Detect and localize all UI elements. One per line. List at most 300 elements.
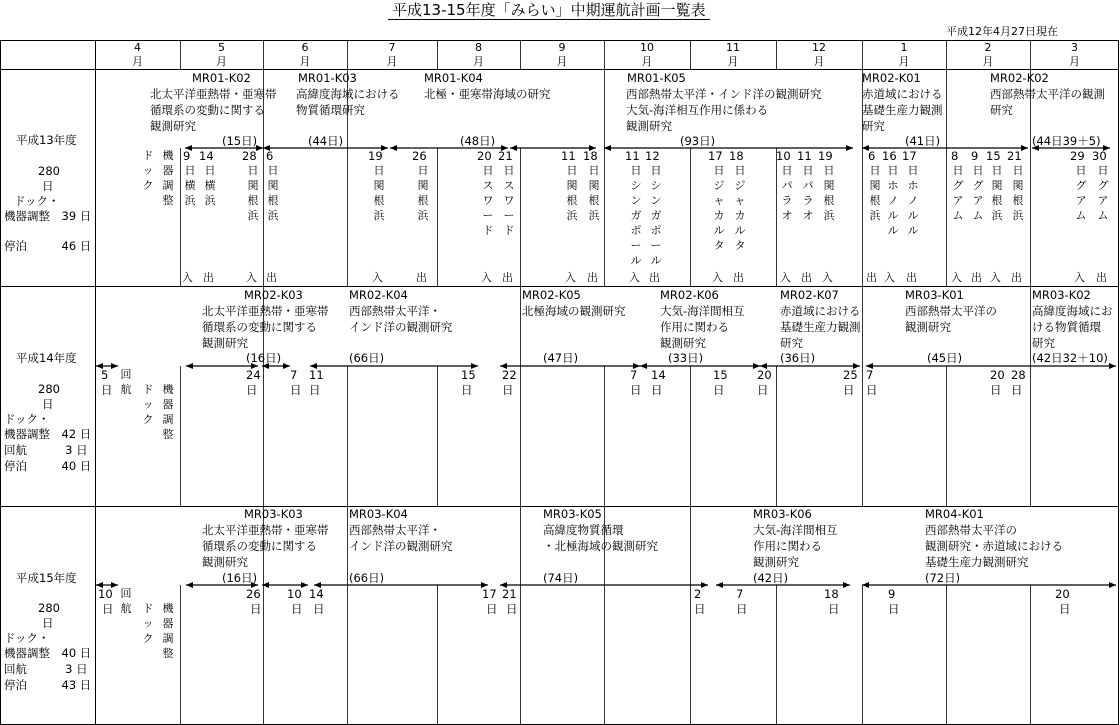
dock-days: 機器調整 40 日 — [4, 646, 92, 660]
port-date: 10 — [776, 149, 791, 163]
port-date: 12 — [645, 149, 660, 163]
dock-vertical: ドック — [142, 602, 154, 645]
in-port-mark: 入 — [884, 271, 895, 284]
cruise-desc: 西部熱帯太平洋の — [925, 523, 1017, 537]
port-date-unit: 日 — [990, 383, 1002, 397]
cruise-duration: (93日) — [680, 134, 716, 148]
out-port-mark: 出 — [1096, 271, 1107, 284]
cruise-duration: (33日) — [668, 351, 704, 365]
port-date-unit: 日 — [972, 164, 984, 177]
month-unit: 月 — [813, 55, 825, 68]
port-name: 関根浜 — [869, 179, 881, 222]
port-date-unit: 日 — [417, 164, 429, 177]
cruise-id: MR01-K02 — [192, 71, 251, 85]
month-unit: 月 — [556, 55, 568, 68]
month-header-cell — [520, 41, 604, 69]
port-name: 関根浜 — [566, 179, 578, 222]
port-date: 5 — [101, 368, 109, 382]
port-date: 28 — [1011, 368, 1026, 382]
total-days: 280 — [38, 601, 60, 615]
port-date-unit: 日 — [734, 164, 746, 177]
port-name: スワード — [503, 179, 515, 237]
port-date-unit: 日 — [887, 164, 899, 177]
in-port-mark: 入 — [780, 271, 791, 284]
out-port-mark: 出 — [416, 271, 427, 284]
port-name: 関根浜 — [823, 179, 835, 222]
year-label: 平成15年度 — [16, 571, 77, 585]
cruise-id: MR01-K03 — [298, 71, 357, 85]
cruise-desc: 物質循環研究 — [296, 103, 365, 117]
cruise-id: MR01-K04 — [424, 71, 483, 85]
month-unit: 月 — [473, 55, 484, 68]
month-number: 7 — [388, 41, 396, 54]
stay-days: 停泊 40 日 — [4, 459, 92, 473]
cruise-id: MR02-K03 — [244, 288, 303, 302]
port-date: 6 — [868, 149, 876, 163]
port-name: グアム — [952, 179, 964, 222]
port-date: 11 — [561, 149, 576, 163]
out-port-mark: 出 — [587, 271, 598, 284]
cruise-id: MR04-K01 — [925, 507, 984, 521]
cruise-desc: 赤道域における — [780, 304, 861, 318]
port-name: シンガポール — [650, 179, 662, 267]
port-name: 関根浜 — [417, 179, 429, 222]
cruise-duration: (15日) — [222, 134, 258, 148]
port-date-unit: 日 — [1012, 164, 1024, 177]
cruise-duration: (45日) — [927, 351, 963, 365]
port-date: 9 — [183, 149, 191, 163]
out-port-mark: 出 — [906, 271, 917, 284]
stay-days: 停泊 46 日 — [4, 239, 92, 253]
month-header-cell — [180, 41, 263, 69]
cruise-desc: 大気-海洋相互作用に係わる — [626, 103, 769, 117]
port-date-unit: 日 — [888, 602, 900, 616]
port-date-unit: 日 — [204, 164, 216, 177]
dock-label: ドック・ — [4, 412, 50, 426]
port-name: 関根浜 — [588, 179, 600, 222]
out-port-mark: 出 — [203, 271, 214, 284]
month-number: 4 — [134, 41, 141, 54]
cruise-desc: 循環系の変動に関する — [150, 103, 265, 117]
month-header-cell — [263, 41, 347, 69]
month-number: 10 — [640, 41, 654, 54]
port-date-unit: 日 — [291, 602, 303, 616]
cruise-desc: 基礎生産力観測研究 — [925, 555, 1029, 569]
port-date: 30 — [1092, 149, 1107, 163]
port-date-unit: 日 — [781, 164, 793, 177]
port-date-unit: 日 — [588, 164, 600, 177]
port-name: 横浜 — [184, 179, 196, 207]
month-number: 3 — [1071, 41, 1078, 54]
year-label: 平成14年度 — [16, 351, 77, 365]
dock-label: ドック・ — [4, 631, 50, 645]
cruise-id: MR03-K01 — [905, 288, 964, 302]
dock-vertical: ドック — [142, 383, 154, 426]
total-days-unit: 日 — [42, 616, 54, 630]
port-date: 11 — [797, 149, 812, 163]
port-name: グアム — [1075, 179, 1087, 222]
kokou-vertical: 回航 — [120, 587, 132, 615]
port-name: 関根浜 — [1012, 179, 1024, 222]
port-date-unit: 日 — [757, 383, 769, 397]
port-date-unit: 日 — [650, 164, 662, 177]
cruise-desc: 大気-海洋間相互 — [753, 523, 838, 537]
cruise-desc: 北太平洋亜熱帯・亜寒帯 — [202, 523, 329, 537]
port-date-unit: 日 — [991, 164, 1003, 177]
in-port-mark: 入 — [629, 271, 640, 284]
port-date: 17 — [902, 149, 917, 163]
port-date: 9 — [888, 587, 896, 601]
port-name: シンガポール — [630, 179, 642, 267]
port-date: 18 — [824, 587, 839, 601]
port-date: 20 — [757, 368, 772, 382]
month-unit: 月 — [898, 55, 910, 68]
month-header-cell — [690, 41, 776, 69]
cruise-desc: 赤道域における — [862, 87, 943, 101]
cruise-desc: 基礎生産力観測 — [780, 320, 861, 334]
cruise-desc: 北極・亜寒帯海域の研究 — [424, 87, 551, 101]
cruise-id: MR03-K05 — [543, 507, 602, 521]
month-header-cell — [776, 41, 862, 69]
out-port-mark: 出 — [866, 271, 877, 284]
equip-vertical: 機器調整 — [162, 149, 174, 207]
port-date: 15 — [986, 149, 1001, 163]
cruise-desc: 循環系の変動に関する — [202, 320, 317, 334]
cruise-id: MR03-K06 — [753, 507, 812, 521]
port-date: 25 — [843, 368, 858, 382]
port-date-unit: 日 — [486, 602, 498, 616]
cruise-desc: 大気-海洋間相互 — [660, 304, 745, 318]
dock-days: 機器調整 39 日 — [4, 209, 92, 223]
cruise-desc: ・北極海域の観測研究 — [543, 539, 658, 553]
port-date-unit: 日 — [1097, 164, 1109, 177]
port-date: 8 — [951, 149, 959, 163]
port-date-unit: 日 — [713, 383, 725, 397]
port-date: 11 — [309, 368, 324, 382]
port-date-unit: 日 — [630, 164, 642, 177]
port-name: 横浜 — [204, 179, 216, 207]
month-unit: 月 — [299, 55, 311, 68]
port-date: 2 — [694, 587, 702, 601]
port-date-unit: 日 — [694, 602, 706, 616]
cruise-desc: 高緯度海域にお — [1032, 304, 1113, 318]
port-date: 26 — [412, 149, 427, 163]
cruise-desc: インド洋の観測研究 — [349, 320, 453, 334]
port-date-unit: 日 — [290, 383, 302, 397]
cruise-desc: 循環系の変動に関する — [202, 539, 317, 553]
port-date: 7 — [630, 368, 638, 382]
cruise-desc: 観測研究 — [150, 119, 196, 133]
port-name: 関根浜 — [267, 179, 279, 222]
in-port-mark: 入 — [481, 271, 492, 284]
kokou-days: 回航 3 日 — [4, 443, 88, 457]
dock-vertical: ドック — [142, 149, 154, 192]
out-port-mark: 出 — [649, 271, 660, 284]
cruise-desc: 西部熱帯太平洋・インド洋の観測研究 — [626, 87, 822, 101]
port-date: 29 — [1070, 149, 1085, 163]
cruise-desc: 西部熱帯太平洋・ — [349, 523, 441, 537]
cruise-duration: (16日) — [222, 571, 258, 585]
port-name: スワード — [482, 179, 494, 237]
port-date: 9 — [971, 149, 979, 163]
port-date-unit: 日 — [630, 383, 642, 397]
port-date: 7 — [290, 368, 298, 382]
cruise-id: MR03-K03 — [244, 507, 303, 521]
month-header-cell — [437, 41, 520, 69]
in-port-mark: 入 — [1074, 271, 1085, 284]
port-name: 関根浜 — [247, 179, 259, 222]
port-date-unit: 日 — [250, 602, 262, 616]
port-name: パラオ — [802, 179, 814, 222]
cruise-desc: 観測研究 — [626, 119, 672, 133]
port-date-unit: 日 — [736, 602, 748, 616]
port-date-unit: 日 — [184, 164, 196, 177]
port-date-unit: 日 — [503, 164, 515, 177]
page-title: 平成13-15年度「みらい」中期運航計画一覧表 — [388, 2, 710, 20]
out-port-mark: 出 — [971, 271, 982, 284]
cruise-desc: 西部熱帯太平洋・ — [349, 304, 441, 318]
year-label: 平成13年度 — [16, 133, 77, 147]
month-number: 1 — [900, 41, 908, 54]
total-days-unit: 日 — [42, 397, 54, 411]
cruise-duration: (42日) — [753, 571, 789, 585]
port-date: 10 — [98, 587, 113, 601]
cruise-id: MR03-K04 — [349, 507, 408, 521]
total-days: 280 — [38, 164, 60, 178]
port-date: 18 — [729, 149, 744, 163]
port-date-unit: 日 — [102, 602, 114, 616]
month-unit: 月 — [386, 55, 398, 68]
cruise-duration: (48日) — [460, 134, 496, 148]
month-unit: 月 — [1069, 55, 1080, 68]
cruise-duration: (74日) — [543, 571, 579, 585]
in-port-mark: 入 — [990, 271, 1001, 284]
cruise-desc: 観測研究 — [753, 555, 799, 569]
month-unit: 月 — [216, 55, 227, 68]
port-date-unit: 日 — [246, 383, 258, 397]
cruise-desc: 西部熱帯太平洋の観測 — [990, 87, 1105, 101]
cruise-id: MR01-K05 — [627, 71, 686, 85]
port-date: 28 — [242, 149, 257, 163]
cruise-duration: (66日) — [349, 571, 385, 585]
port-date: 14 — [309, 587, 324, 601]
in-port-mark: 入 — [182, 271, 193, 284]
as-of-date: 平成12年4月27日現在 — [946, 25, 1058, 38]
month-number: 11 — [726, 41, 740, 54]
port-date-unit: 日 — [373, 164, 385, 177]
cruise-id: MR02-K04 — [349, 288, 408, 302]
month-number: 2 — [984, 41, 992, 54]
month-number: 12 — [812, 41, 826, 54]
port-date: 21 — [1007, 149, 1022, 163]
port-date: 14 — [651, 368, 666, 382]
cruise-desc: 研究 — [1032, 336, 1055, 350]
month-unit: 月 — [982, 55, 994, 68]
port-name: グアム — [972, 179, 984, 222]
port-date: 14 — [199, 149, 214, 163]
cruise-duration: (42日32＋10) — [1032, 351, 1108, 365]
cruise-desc: 観測研究 — [202, 555, 248, 569]
equip-vertical: 機器調整 — [162, 602, 174, 660]
cruise-desc: 北太平洋亜熱帯・亜寒帯 — [150, 87, 277, 101]
cruise-desc: 研究 — [780, 336, 803, 350]
in-port-mark: 入 — [246, 271, 257, 284]
port-name: ジャカルタ — [713, 179, 725, 252]
port-date-unit: 日 — [843, 383, 855, 397]
port-date-unit: 日 — [566, 164, 578, 177]
cruise-desc: 研究 — [990, 103, 1013, 117]
out-port-mark: 出 — [801, 271, 812, 284]
cruise-desc: 西部熱帯太平洋の — [905, 304, 997, 318]
port-date-unit: 日 — [247, 164, 259, 177]
port-date-unit: 日 — [101, 383, 113, 397]
port-date: 20 — [1055, 587, 1070, 601]
port-date-unit: 日 — [1059, 602, 1071, 616]
cruise-id: MR02-K02 — [990, 71, 1049, 85]
out-port-mark: 出 — [266, 271, 277, 284]
in-port-mark: 入 — [565, 271, 576, 284]
cruise-duration: (72日) — [925, 571, 961, 585]
port-date: 17 — [482, 587, 497, 601]
port-date-unit: 日 — [869, 164, 881, 177]
out-port-mark: 出 — [502, 271, 513, 284]
month-header-cell — [862, 41, 946, 69]
cruise-id: MR02-K05 — [522, 288, 581, 302]
port-date-unit: 日 — [506, 602, 518, 616]
port-date: 22 — [502, 368, 517, 382]
stay-days: 停泊 43 日 — [4, 678, 92, 692]
cruise-desc: 基礎生産力観測 — [862, 103, 943, 117]
kokou-days: 回航 3 日 — [4, 662, 88, 676]
cruise-desc: 高緯度物質循環 — [543, 523, 624, 537]
port-date: 11 — [625, 149, 640, 163]
cruise-duration: (16日) — [246, 351, 282, 365]
month-unit: 月 — [727, 55, 739, 68]
kokou-vertical: 回航 — [120, 368, 132, 396]
port-date-unit: 日 — [952, 164, 964, 177]
port-date: 19 — [818, 149, 833, 163]
in-port-mark: 入 — [712, 271, 723, 284]
cruise-desc: 高緯度海域における — [296, 87, 400, 101]
port-date: 17 — [708, 149, 723, 163]
port-date-unit: 日 — [502, 383, 514, 397]
port-date: 26 — [246, 587, 261, 601]
port-date-unit: 日 — [267, 164, 279, 177]
cruise-desc: 観測研究・赤道域における — [925, 539, 1063, 553]
month-number: 9 — [558, 41, 566, 54]
in-port-mark: 入 — [372, 271, 383, 284]
total-days: 280 — [38, 382, 60, 396]
in-port-mark: 入 — [822, 271, 833, 284]
port-date-unit: 日 — [309, 383, 321, 397]
cruise-duration: (44日) — [308, 134, 344, 148]
cruise-duration: (47日) — [543, 351, 579, 365]
port-date-unit: 日 — [866, 383, 878, 397]
out-port-mark: 出 — [1011, 271, 1022, 284]
port-date-unit: 日 — [713, 164, 725, 177]
port-date-unit: 日 — [1075, 164, 1087, 177]
month-header-cell — [1030, 41, 1119, 69]
port-date: 7 — [866, 368, 874, 382]
cruise-desc: 北極海域の観測研究 — [522, 304, 626, 318]
cruise-duration: (44日39＋5) — [1032, 134, 1101, 148]
port-name: ジャカルタ — [734, 179, 746, 252]
port-name: 関根浜 — [991, 179, 1003, 222]
cruise-desc: 観測研究 — [202, 336, 248, 350]
total-days-unit: 日 — [42, 179, 54, 193]
equip-vertical: 機器調整 — [162, 383, 174, 441]
cruise-desc: 研究 — [862, 119, 885, 133]
cruise-duration: (36日) — [780, 351, 816, 365]
month-unit: 月 — [132, 55, 143, 68]
port-name: ホノルル — [907, 179, 919, 237]
month-number: 5 — [218, 41, 225, 54]
port-date: 16 — [882, 149, 897, 163]
port-date: 20 — [477, 149, 492, 163]
out-port-mark: 出 — [733, 271, 744, 284]
dock-label: ドック・ — [14, 194, 60, 208]
port-date-unit: 日 — [461, 383, 473, 397]
cruise-desc: 観測研究 — [660, 336, 706, 350]
cruise-desc: 北太平洋亜熱帯・亜寒帯 — [202, 304, 329, 318]
port-date: 24 — [246, 368, 261, 382]
month-unit: 月 — [641, 55, 653, 68]
cruise-id: MR02-K01 — [862, 71, 921, 85]
month-header-cell — [347, 41, 437, 69]
cruise-desc: ける物質循環 — [1032, 320, 1101, 334]
month-number: 8 — [475, 41, 482, 54]
port-date: 10 — [287, 587, 302, 601]
port-date: 20 — [990, 368, 1005, 382]
port-date: 15 — [713, 368, 728, 382]
port-date-unit: 日 — [907, 164, 919, 177]
port-date-unit: 日 — [823, 164, 835, 177]
month-number: 6 — [301, 41, 309, 54]
port-date-unit: 日 — [651, 383, 663, 397]
port-date: 7 — [736, 587, 744, 601]
port-date: 6 — [266, 149, 274, 163]
in-port-mark: 入 — [951, 271, 962, 284]
month-header-cell — [946, 41, 1030, 69]
cruise-id: MR02-K07 — [780, 288, 839, 302]
cruise-id: MR03-K02 — [1032, 288, 1091, 302]
cruise-id: MR02-K06 — [660, 288, 719, 302]
cruise-desc: 作用に関わる — [753, 539, 822, 553]
port-date-unit: 日 — [802, 164, 814, 177]
dock-days: 機器調整 42 日 — [4, 427, 92, 441]
cruise-duration: (66日) — [349, 351, 385, 365]
month-header-cell — [604, 41, 690, 69]
port-date-unit: 日 — [482, 164, 494, 177]
port-date: 21 — [502, 587, 517, 601]
port-date: 19 — [368, 149, 383, 163]
port-name: パラオ — [781, 179, 793, 222]
cruise-desc: 作用に関わる — [660, 320, 729, 334]
cruise-desc: 観測研究 — [905, 320, 951, 334]
port-date: 15 — [461, 368, 476, 382]
port-name: ホノルル — [887, 179, 899, 237]
port-date-unit: 日 — [1011, 383, 1023, 397]
port-name: グアム — [1097, 179, 1109, 222]
cruise-desc: インド洋の観測研究 — [349, 539, 453, 553]
port-date: 21 — [498, 149, 513, 163]
port-name: 関根浜 — [373, 179, 385, 222]
cruise-duration: (41日) — [905, 134, 941, 148]
port-date: 18 — [583, 149, 598, 163]
port-date-unit: 日 — [313, 602, 325, 616]
month-header-cell — [95, 41, 180, 69]
port-date-unit: 日 — [828, 602, 840, 616]
